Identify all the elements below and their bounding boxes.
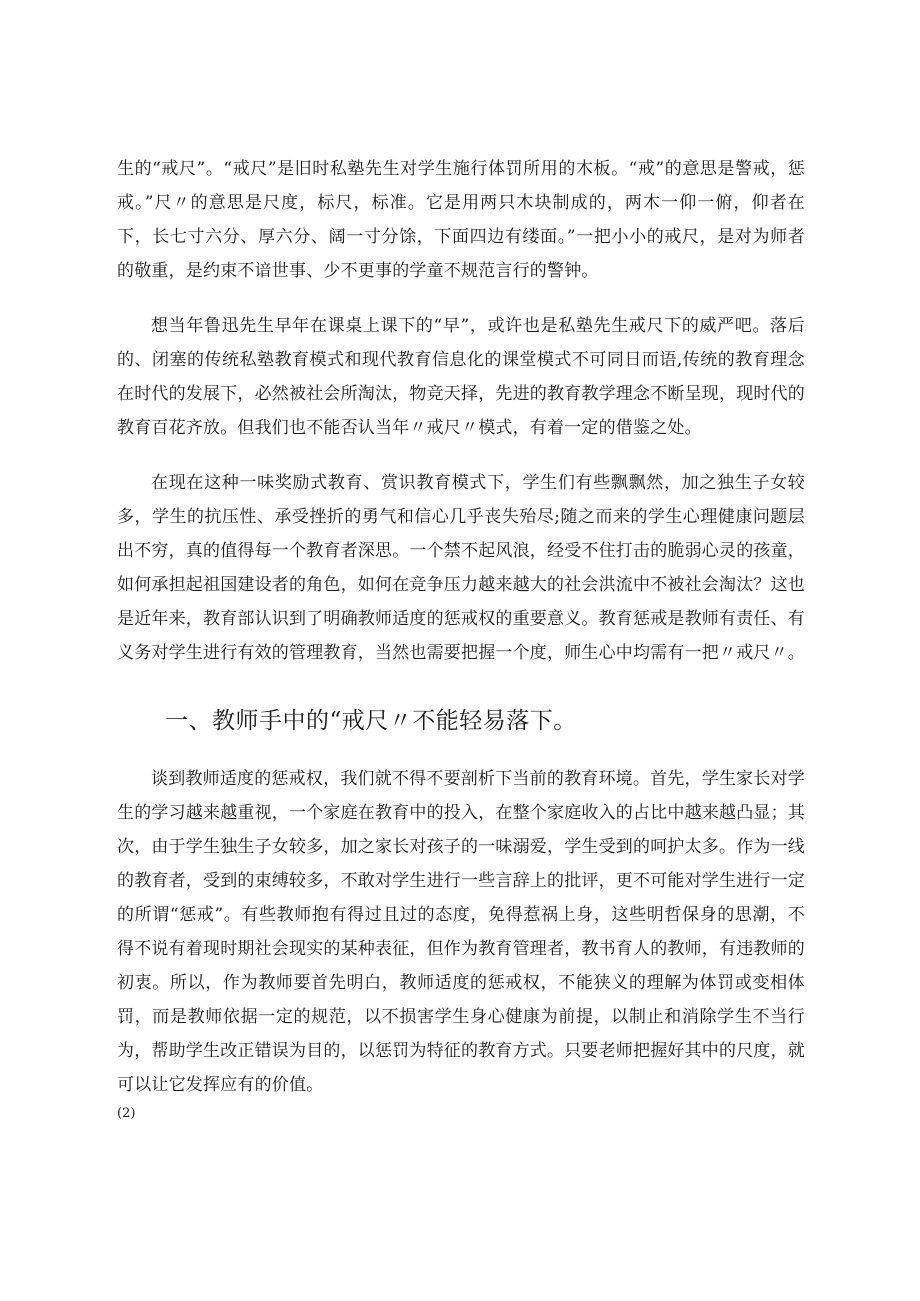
section-heading: 一、教师手中的“戒尺〃不能轻易落下。 [165, 708, 577, 734]
paragraph-continuation: 生的“戒尺”。“戒尺”是旧时私塾先生对学生施行体罚所用的木板。“戒”的意思是警戒，惩戒。”尺〃的意思是尺度，标尺，标准。它是用两只木块制成的，两木一仰一俯，仰者在下，长七寸六分、厚六分、阔一寸分馀，下面四边有缕面。”一把小小的戒尺，是对为师者的敬重，是约束不谙世事、少不更事的学童不规范言行的警钟。 [117, 159, 805, 281]
document-body [117, 152, 805, 1126]
footnote-marker: (2) [117, 1106, 136, 1121]
paragraph-lu-xun: 想当年鲁迅先生早年在课桌上课下的“早”，或许也是私塾先生戒尺下的威严吧。落后的、闭塞的传统私塾教育模式和现代教育信息化的课堂模式不可同日而语,传统的教育理念在时代的发展下，必然被社会所淘汰，物竞天择，先进的教育教学理念不断呈现，现时代的教育百花齐放。但我们也不能否认当年〃戒尺〃模式，有着一定的借鉴之处。 [117, 316, 805, 438]
paragraph-modern-education: 在现在这种一味奖励式教育、赏识教育模式下，学生们有些飘飘然，加之独生子女较多，学生的抗压性、承受挫折的勇气和信心几乎丧失殆尽;随之而来的学生心理健康问题层出不穷，真的值得每一个教育者深思。一个禁不起风浪，经受不住打击的脆弱心灵的孩童，如何承担起祖国建设者的角色，如何在竞争压力越来越大的社会洪流中不被社会淘汰？这也是近年来，教育部认识到了明确教师适度的惩戒权的重要意义。教育惩戒是教师有责任、有义务对学生进行有效的管理教育，当然也需要把握一个度，师生心中均需有一把〃戒尺〃。 [117, 473, 805, 663]
paragraph-section-body: 谈到教师适度的惩戒权，我们就不得不要剖析下当前的教育环境。首先，学生家长对学生的学习越来越重视，一个家庭在教育中的投入，在整个家庭收入的占比中越来越凸显；其次，由于学生独生子女较多，加之家长对孩子的一味溺爱，学生受到的呵护太多。作为一线的教育者，受到的束缚较多，不敢对学生进行一些言辞上的批评，更不可能对学生进行一定的所谓“惩戒”。有些教师抱有得过且过的态度，免得惹祸上身，这些明哲保身的思潮，不得不说有着现时期社会现实的某种表征，但作为教育管理者，教书育人的教师，有违教师的初衷。所以，作为教师要首先明白，教师适度的惩戒权，不能狭义的理解为体罚或变相体罚，而是教师依据一定的规范，以不损害学生身心健康为前提，以制止和消除学生不当行为，帮助学生改正错误为目的，以惩罚为特征的教育方式。只要老师把握好其中的尺度，就可以让它发挥应有的价值。 [117, 769, 805, 1095]
